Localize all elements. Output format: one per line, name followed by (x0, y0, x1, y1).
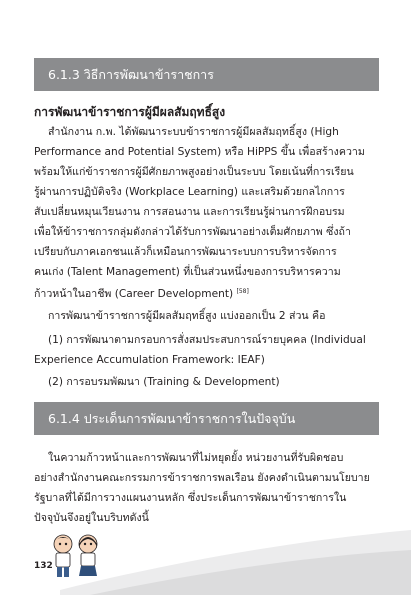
section-title: 6.1.4 ประเด็นการพัฒนาข้าราชการในปัจจุบัน (48, 411, 296, 426)
mascot-illustration (46, 532, 106, 582)
section-header-6-1-3 (34, 58, 379, 91)
paragraph-line: การพัฒนาข้าราชการผู้มีผลสัมฤทธิ์สูง แบ่งออกเป็น 2 ส่วน คือ (48, 310, 326, 322)
list-item-1: (1) การพัฒนาตามกรอบการสั่งสมประสบการณ์รายบุคคล (Individual (48, 334, 366, 346)
paragraph-line: อย่างสำนักงานคณะกรรมการข้าราชการพลเรือน ยังคงดำเนินตามนโยบาย (34, 472, 370, 484)
paragraph-text: ก้าวหน้าในอาชีพ (Career Development) (34, 288, 234, 300)
list-item-2: (2) การอบรมพัฒนา (Training & Development) (48, 376, 280, 388)
paragraph-line: เพื่อให้ข้าราชการกลุ่มดังกล่าวได้รับการพัฒนาอย่างเต็มศักยภาพ ซึ่งถ้า (34, 226, 351, 238)
section-header-6-1-4 (34, 402, 379, 435)
footnote-ref: [58] (236, 288, 249, 295)
paragraph-line: เปรียบกับภาคเอกชนแล้วก็เหมือนการพัฒนาระบบการบริหารจัดการ (34, 246, 337, 258)
paragraph-line: รัฐบาลที่ได้มีการวางแผนงานหลัก ซึ่งประเด็นการพัฒนาข้าราชการใน (34, 492, 347, 504)
paragraph-line: คนเก่ง (Talent Management) ที่เป็นส่วนหนึ่งของการบริหารความ (34, 266, 341, 278)
page-number: 132 (34, 561, 53, 571)
paragraph-line: สำนักงาน ก.พ. ได้พัฒนาระบบข้าราชการผู้มีผลสัมฤทธิ์สูง (High (48, 126, 339, 138)
list-item-1-cont: Experience Accumulation Framework: IEAF) (34, 354, 265, 366)
paragraph-line: พร้อมให้แก่ข้าราชการผู้มีศักยภาพสูงอย่างเป็นระบบ โดยเน้นที่การเรียน (34, 166, 354, 178)
paragraph-line: Performance and Potential System) หรือ HiPPS ขึ้น เพื่อสร้างความ (34, 146, 365, 158)
paragraph-line: รู้ผ่านการปฏิบัติจริง (Workplace Learning) และเสริมด้วยกลไกการ (34, 186, 345, 198)
paragraph-line-last (34, 282, 382, 304)
paragraph-line: สับเปลี่ยนหมุนเวียนงาน การสอนงาน และการเรียนรู้ผ่านการฝึกอบรม (34, 206, 345, 218)
paragraph-line: ปัจจุบันจึงอยู่ในบริบทดังนี้ (34, 512, 149, 524)
section-title: 6.1.3 วิธีการพัฒนาข้าราชการ (48, 67, 214, 82)
subheading: การพัฒนาข้าราชการผู้มีผลสัมฤทธิ์สูง (34, 105, 226, 119)
paragraph-line: ในความก้าวหน้าและการพัฒนาที่ไม่หยุดยั้ง หน่วยงานที่รับผิดชอบ (48, 452, 344, 464)
